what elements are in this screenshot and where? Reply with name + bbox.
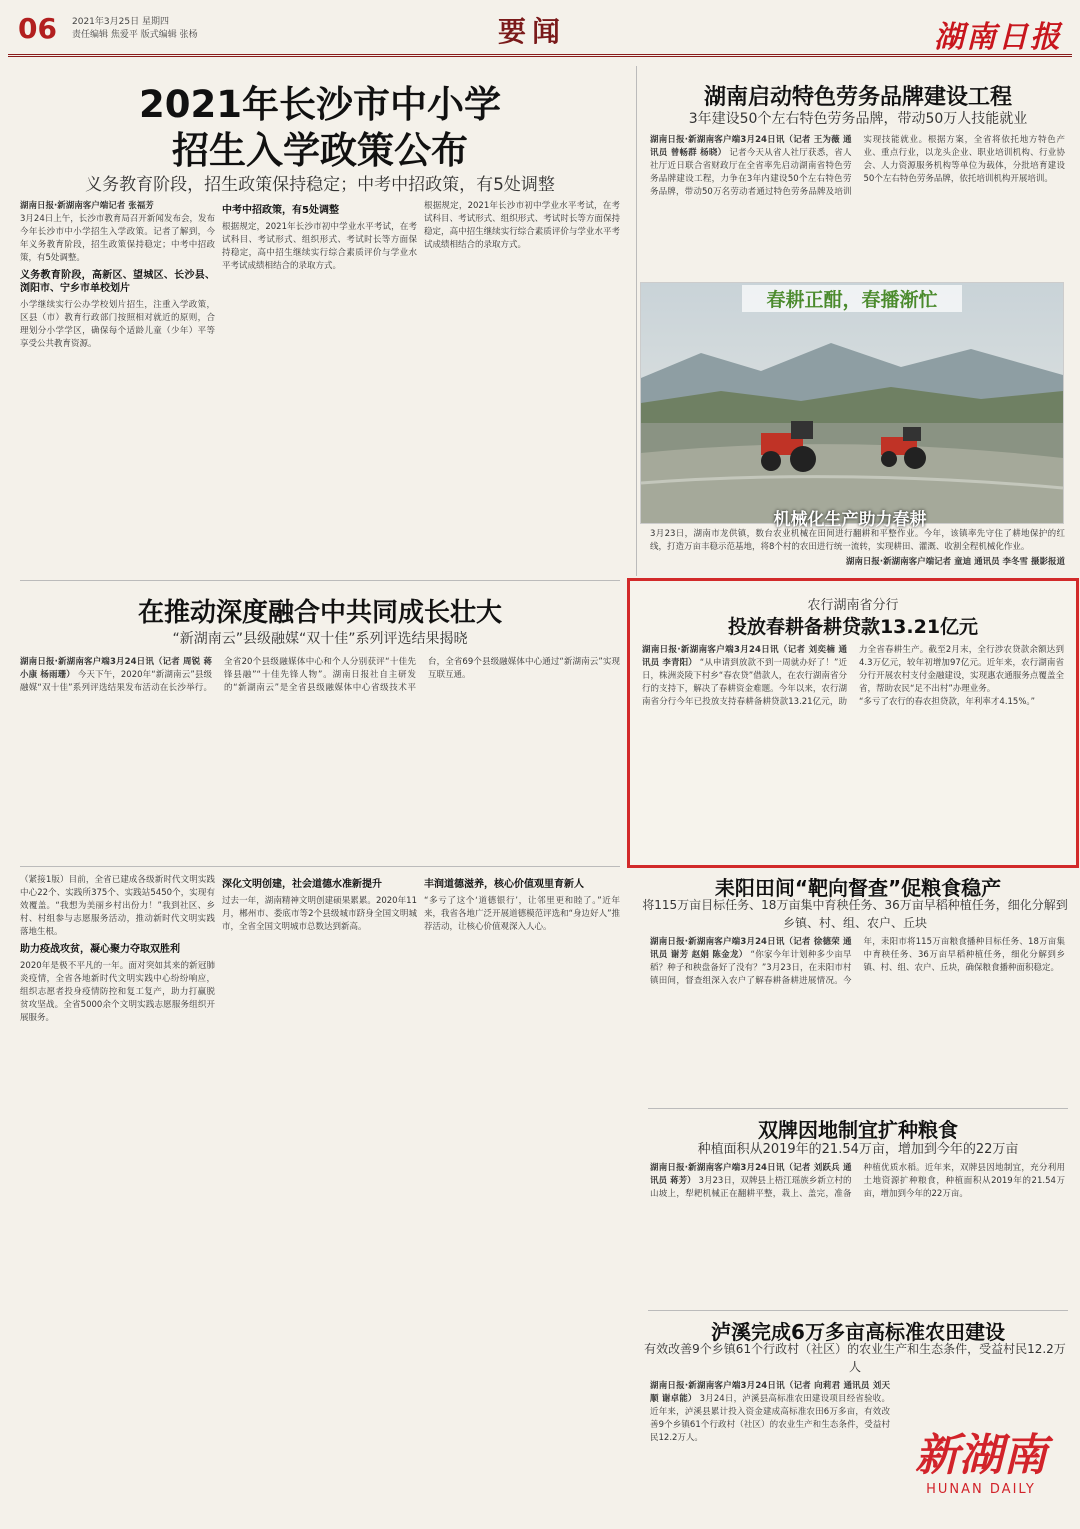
article-labor-body	[650, 134, 1065, 274]
paragraph: 根据规定，2021年长沙市初中学业水平考试，在考试科目、考试形式、组织形式、考试时长等方面保持稳定，高中招生继续实行综合素质评价与学业水平考试成绩相结合的录取方式。	[222, 222, 417, 271]
section-divider	[648, 1310, 1068, 1311]
headline-main[interactable]	[20, 82, 620, 174]
article-kicker: 农行湖南省分行	[807, 598, 899, 613]
paragraph: “你家今年计划种多少亩早稻？种子和秧盘备好了没有？”3月23日，在耒阳市村镇田间，督查组深入农户了解春耕备耕进展情况。今年，耒阳市将115万亩粮食播种目标任务、18万亩集中育秧任务、36万亩早稻种植任务，细化分解到乡镇、村、组、农户、丘块，确保粮食播种面积稳定。	[650, 937, 1065, 986]
subhead: 深化文明创建，社会道德水准新提升	[222, 879, 382, 890]
article-main-col1	[20, 200, 215, 530]
continued-col1	[20, 874, 215, 1514]
paragraph: 过去一年，湖南精神文明创建硕果累累。2020年11月，郴州市、娄底市等2个县级城市跻身全国文明城市，全省全国文明城市总数达到新高。	[222, 896, 417, 932]
headline-labor-brand[interactable]: 湖南启动特色劳务品牌建设工程	[703, 85, 1012, 110]
article-loans-body	[642, 644, 1064, 854]
subhead: 丰润道德滋养，核心价值观里育新人	[424, 879, 584, 890]
watermark-cn: 新湖南	[915, 1430, 1047, 1481]
masthead-meta	[72, 16, 232, 42]
headline-line-1: 2021年长沙市中小学	[139, 83, 501, 126]
headline-line-2: 招生入学政策公布	[172, 129, 468, 172]
subtitle-labor-brand: 3年建设50个左右特色劳务品牌，带动50万人技能就业	[688, 111, 1028, 127]
article-main-col2	[222, 200, 417, 530]
section-divider	[20, 866, 620, 867]
photo-credit: 湖南日报·新湖南客户端记者 童迪 通讯员 李冬雪 摄影报道	[845, 557, 1065, 567]
paragraph: 小学继续实行公办学校划片招生，注重入学政策，区县（市）教育行政部门按照相对就近的原则，合理划分小学学区，确保每个适龄儿童（少年）平等享受公共教育资源。	[20, 300, 215, 349]
paragraph: “多亏了这个‘道德银行’，让邻里更和睦了。”近年来，我省各地广泛开展道德模范评选和“身边好人”推荐活动，让核心价值观深入人心。	[424, 896, 620, 932]
watermark-en: HUNAN DAILY	[926, 1482, 1036, 1497]
headline-media-fusion[interactable]: 在推动深度融合中共同成长壮大	[137, 598, 502, 628]
paragraph: 3月23日，双牌县上梧江瑶族乡新立村的山坡上，犁耙机械正在翻耕平整，栽上、盖完，准备种植优质水稻。近年来，双牌县因地制宜，充分利用土地资源扩种粮食，种植面积从2019年的21.54万亩，增加到今年的22万亩。	[650, 1163, 1065, 1199]
byline: 湖南日报·新湖南客户端3月24日讯（记者 刘跃兵 通讯员 蒋芳）	[650, 1163, 852, 1186]
photo-caption: 机械化生产助力春耕	[773, 510, 927, 530]
headline-luxi[interactable]: 泸溪完成6万多亩高标准农田建设	[711, 1320, 1005, 1344]
subtitle-luxi: 有效改善9个乡镇61个行政村（社区）的农业生产和生态条件，受益村民12.2万人	[644, 1342, 1066, 1374]
section-divider	[20, 580, 620, 581]
byline: 湖南日报·新湖南客户端3月24日讯（记者 刘奕楠 通讯员 李青阳）	[642, 645, 847, 668]
article-luxi-body	[650, 1380, 890, 1520]
article-leiyang-body	[650, 936, 1065, 1106]
subtitle-leiyang: 将115万亩目标任务、18万亩集中育秧任务、36万亩早稻种植任务，细化分解到乡镇、村、组、农户、丘块	[642, 898, 1068, 930]
spring-farming-photo[interactable]	[640, 282, 1064, 524]
subtitle-shuangpai: 种植面积从2019年的21.54万亩，增加到今年的22万亩	[697, 1142, 1019, 1157]
headline-shuangpai[interactable]: 双牌因地制宜扩种粮食	[758, 1118, 958, 1142]
subtitle-main: 义务教育阶段，招生政策保持稳定；中考中招政策，有5处调整	[85, 175, 555, 195]
paragraph: 今天下午，2020年“新湖南云”县级融媒“双十佳”系列评选结果发布活动在长沙举行。全省20个县级融媒体中心和个人分别获评“十佳先锋县融”“十佳先锋人物”。湖南日报社自主研发的“新湖南云”是全省县级融媒体中心省级技术平台，全省69个县级融媒体中心通过“新湖南云”实现互联互通。	[20, 657, 620, 693]
photo-description: 3月23日，湖南市龙供镇，数台农业机械在田间进行翻耕和平整作业。今年，该镇率先守住了耕地保护的红线，打造万亩丰稳示范基地，将8个村的农田进行统一流转，实现耕田、灌溉、收割全程机械化作业。	[650, 529, 1065, 552]
article-shuangpai-body	[650, 1162, 1065, 1308]
continued-col3	[424, 874, 620, 1514]
byline: 湖南日报·新湖南客户端3月24日讯（记者 王为薇 通讯员 曾畅群 杨晓）	[650, 135, 852, 158]
subhead: 助力疫战攻贫，凝心聚力夺取双胜利	[20, 944, 180, 955]
section-title: 要闻	[498, 15, 567, 48]
page-number: 06	[18, 12, 57, 45]
headline-leiyang[interactable]: 耒阳田间“靶向督查”促粮食稳产	[714, 876, 1002, 900]
newspaper-logo: 湖南日报	[934, 20, 1062, 55]
continued-col2	[222, 874, 417, 1514]
subhead: 义务教育阶段，高新区、望城区、长沙县、浏阳市、宁乡市单校划片	[20, 270, 215, 294]
column-divider	[636, 66, 637, 576]
headline-loans[interactable]: 投放春耕备耕贷款13.21亿元	[727, 616, 979, 638]
subtitle-media-fusion: “新湖南云”县级融媒“双十佳”系列评选结果揭晓	[172, 631, 468, 647]
editor-line: 责任编辑 焦爱平 版式编辑 张杨	[72, 30, 198, 40]
paragraph: “从申请到放款不到一周就办好了！”近日，株洲炎陵下村乡“春农贷”借款人，在农行湖南省分行的支持下，解决了春耕资金难题。今年以来，农行湖南省分行今年已投放支持春耕备耕贷款13.21亿元，助力全省春耕生产。截至2月末，全行涉农贷款余额达到4.3万亿元，较年初增加97亿元。近年来，农行湖南省分行开展农村支付金融建设，实现惠农通服务点覆盖全省，帮助农民“足不出村”办理业务。	[642, 645, 1064, 707]
date-line: 2021年3月25日 星期四	[72, 17, 169, 27]
article-media-body	[20, 656, 620, 856]
paragraph: （紧接1版）目前，全省已建成各级新时代文明实践中心22个、实践所375个、实践站5450个，实现有效覆盖。“我想为美丽乡村出份力！”我到社区、乡村、村组参与志愿服务活动，推动新时代文明实践落地生根。	[20, 875, 215, 937]
masthead	[8, 6, 1072, 57]
section-divider	[648, 1108, 1068, 1109]
paragraph: 3月24日，泸溪县高标准农田建设项目经省验收。近年来，泸溪县累计投入资金建成高标准农田6万多亩，有效改善9个乡镇61个行政村（社区）的农业生产和生态条件，受益村民12.2万人。	[650, 1394, 890, 1443]
tractor-field-image	[641, 283, 1063, 523]
hunan-daily-watermark	[896, 1430, 1066, 1497]
article-main-col3	[424, 200, 620, 530]
byline: 湖南日报·新湖南客户端记者 张福芳	[20, 201, 154, 211]
byline: 湖南日报·新湖南客户端3月24日讯（记者 向莉君 通讯员 刘天顺 谢卓能）	[650, 1381, 890, 1404]
paragraph: 根据规定，2021年长沙市初中学业水平考试，在考试科目、考试形式、组织形式、考试时长等方面保持稳定，高中招生继续实行综合素质评价与学业水平考试成绩相结合的录取方式。	[424, 201, 620, 250]
paragraph: 2020年是极不平凡的一年。面对突如其来的新冠肺炎疫情，全省各地新时代文明实践中心纷纷响应，组织志愿者投身疫情防控和复工复产，助力打赢脱贫攻坚战。全省5000余个文明实践志愿服务组织开展服务。	[20, 961, 215, 1023]
quote: “多亏了农行的春农担贷款，年利率才4.15%。”	[859, 697, 1036, 707]
photo-title: 春耕正酣，春播渐忙	[742, 285, 962, 312]
byline: 湖南日报·新湖南客户端3月24日讯（记者 徐德荣 通讯员 谢芳 赵娟 陈金龙）	[650, 937, 852, 960]
subhead: 中考中招政策，有5处调整	[222, 205, 339, 216]
paragraph: 3月24日上午，长沙市教育局召开新闻发布会，发布今年长沙市中小学招生入学政策。记者了解到，今年义务教育阶段，招生政策保持稳定；中考中招政策，有5处调整。	[20, 214, 215, 263]
byline: 湖南日报·新湖南客户端3月24日讯（记者 周锐 蒋小康 杨雨珊）	[20, 657, 212, 680]
paragraph: 记者今天从省人社厅获悉，省人社厅近日联合省财政厅在全省率先启动湖南省特色劳务品牌建设工程，力争在3年内建设50个左右特色劳务品牌，带动50万名劳动者通过特色劳务品牌及培训实现技能就业。根据方案，全省将依托地方特色产业、重点行业，以龙头企业、职业培训机构、行业协会、人力资源服务机构等单位为载体，分批培育建设50个左右特色劳务品牌，依托培训机构开展培训。	[650, 135, 1065, 197]
